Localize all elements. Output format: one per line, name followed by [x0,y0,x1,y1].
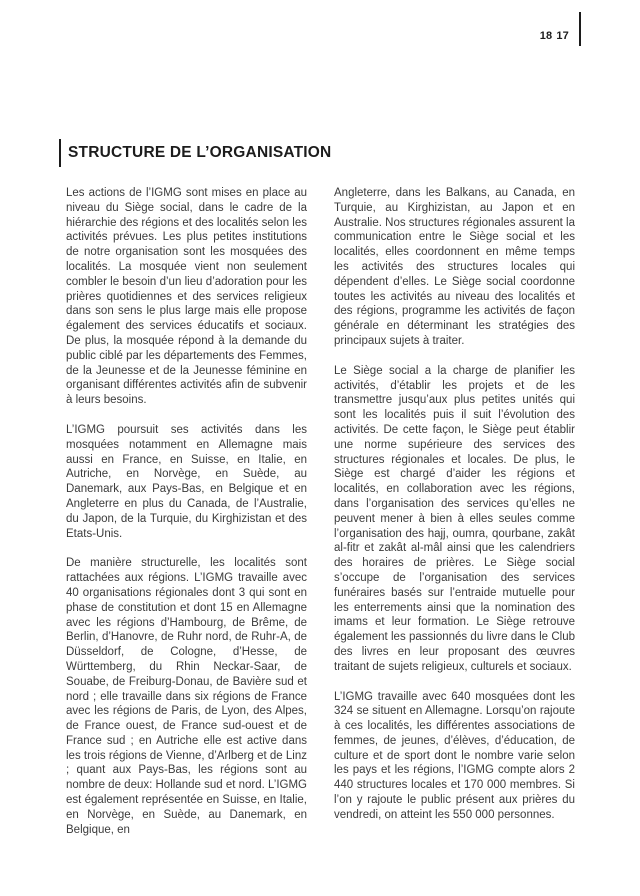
paragraph: L’IGMG poursuit ses activités dans les mosquées notamment en Allemagne mais aussi en France, en Suisse, en Italie, en Autriche, en Norvège, en Suède, au Danemark, aux Pays-Bas, en Belgique et en Angleterre en plus du Canada, de l’Australie, du Japon, de la Turquie, du Kirghizistan et des Etats-Unis. [66,423,307,540]
page-number-current: 17 [556,30,569,42]
paragraph: Le Siège social a la charge de planifier les activités, d’établir les projets et de les transmettre jusqu’aux plus petites unités qui sont les localités puis il suit l’évolution des activités. De cette façon, le Siège peut établir une norme supérieure des services des structures régionales et locales. De plus, le Siège est chargé d’aider les régions et localités, en collaboration avec les régions, dans l’organisation des services qu’elles ne peuvent mener à bien à elles seules comme l’organisation des hajj, oumra, qourbane, zakât al-fitr et zakât al-mâl ainsi que les calendriers des horaires de prières. Le Siège social s’occupe de l’organisation des services funéraires basés sur l’entraide mutuelle pour les enterrements ainsi que la nomination des imams et leur formation. Le Siège retrouve également les passionnés du livre dans le Club des livres en leur proposant des œuvres traitant de sujets religieux, culturels et sociaux. [334,364,575,673]
section-heading: STRUCTURE DE L’ORGANISATION [59,139,331,167]
page-number-secondary: 18 [539,30,553,42]
header-rule [579,12,581,46]
paragraph: De manière structurelle, les localités sont rattachées aux régions. L’IGMG travaille avec 40 organisations régionales dont 3 qui sont en phase de constitution et dont 15 en Allemagne avec les régions d’Hambourg, de Brême, de Berlin, d’Hanovre, de Ruhr nord, de Ruhr-A, de Düsseldorf, de Cologne, d’Hesse, de Württemberg, du Rhin Neckar-Saar, de Souabe, de Freiburg-Donau, de Bavière sud et nord ; elle travaille dans six régions de France avec les régions de Paris, de Lyon, des Alpes, de France ouest, de France sud-ouest et de France sud ; en Autriche elle est active dans les trois régions de Vienne, d’Arlberg et de Linz ; quant aux Pays-Bas, les régions sont au nombre de deux: Hollande sud et nord. L’IGMG est également représentée en Suisse, en Italie, en Norvège, en Suède, au Danemark, en Belgique, en [66,557,308,836]
column-left [66,186,307,837]
paragraph: Angleterre, dans les Balkans, au Canada, en Turquie, au Kirghizistan, au Japon et en Australie. Nos structures régionales assurent la communication entre le Siège social et les localités, elles coordonnent en même temps les activités des structures locales qui dépendent d’elles. Le Siège social coordonne toutes les activités au niveau des localités et des régions, programme les activités de façon générale en déterminant les stratégies des principaux sujets à traiter. [334,187,575,347]
paragraph: L’IGMG travaille avec 640 mosquées dont les 324 se situent en Allemagne. Lorsqu’on rajoute à ces localités, les différentes associations de femmes, de jeunes, d’élèves, d’éducation, de culture et de sport dont le nombre varie selon les pays et les régions, l’IGMG compte alors 2 440 structures locales et 170 000 membres. Si l’on y rajoute le public présent aux prières du vendredi, on atteint les 550 000 personnes. [334,690,575,821]
paragraph: Les actions de l’IGMG sont mises en place au niveau du Siège social, dans le cadre de la hiérarchie des régions et des localités selon les activités prévues. Les plus petites institutions de notre organisation sont les mosquées des localités. La mosquée vient non seulement combler le besoin d’un lieu d’adoration pour les prières quotidiennes et des services religieux dans son sens le plus large mais elle propose également des services éducatifs et sociaux. De plus, la mosquée répond à la demande du public ciblé par les départements des Femmes, de la Jeunesse et de la Jeunesse féminine en organisant différentes activités afin de subvenir à leurs besoins. [66,187,307,407]
article-body [66,186,575,837]
page-numbers [540,30,569,42]
column-right [334,186,575,837]
